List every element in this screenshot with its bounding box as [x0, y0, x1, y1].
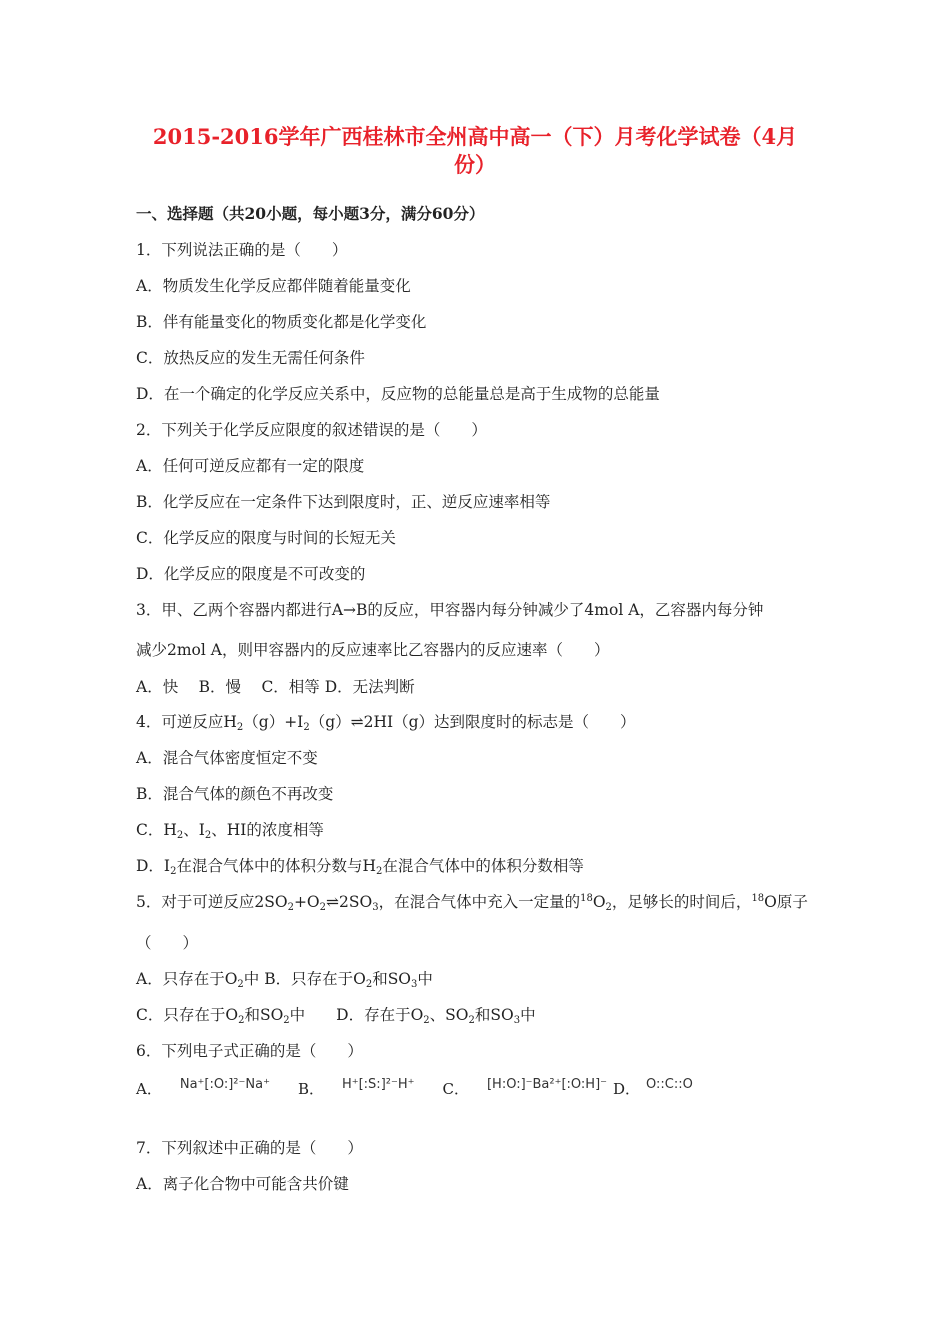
- question-4-option-b: B．混合气体的颜色不再改变: [136, 785, 334, 803]
- question-4-option-c: C．$H_2$、$I_2$、HI的浓度相等: [136, 821, 324, 841]
- question-1-option-d: D．在一个确定的化学反应关系中，反应物的总能量总是高于生成物的总能量: [136, 385, 660, 403]
- question-2-option-c: C．化学反应的限度与时间的长短无关: [136, 529, 396, 547]
- option-a-label: A．: [136, 1080, 162, 1098]
- question-4-stem: 4．可逆反应$H_2(g)+I_2(g)\rightleftharpoons 2HI(g)$达到限度时的标志是（ ）: [136, 713, 636, 733]
- question-1-option-c: C．放热反应的发生无需任何条件: [136, 349, 365, 367]
- electron-formula-d: O::C::O: [646, 1077, 693, 1092]
- option-c-label: C．: [442, 1080, 469, 1098]
- question-1-option-b: B．伴有能量变化的物质变化都是化学变化: [136, 313, 427, 331]
- question-6-options: [136, 1077, 721, 1099]
- electron-formula-a: Na⁺[:O:]²⁻Na⁺: [179, 1077, 270, 1092]
- section-heading: 一、选择题（共20小题，每小题3分，满分60分）: [136, 204, 485, 223]
- electron-formula-b: H⁺[:S:]²⁻H⁺: [341, 1077, 415, 1092]
- question-7-option-a: A．离子化合物中可能含共价键: [136, 1175, 349, 1193]
- question-3-stem-line1: 3．甲、乙两个容器内都进行A→B的反应，甲容器内每分钟减少了4mol A，乙容器内每分钟: [136, 601, 764, 619]
- option-b-label: B．: [297, 1080, 324, 1098]
- question-5-answer-paren: （ ）: [136, 934, 199, 952]
- page-title: 2015-2016学年广西桂林市全州高中高一（下）月考化学试卷（4月: [152, 124, 798, 149]
- question-7-stem: 7．下列叙述中正确的是（ ）: [136, 1139, 363, 1157]
- question-2-option-b: B．化学反应在一定条件下达到限度时，正、逆反应速率相等: [136, 493, 551, 511]
- question-3-stem-line2: 减少2mol A，则甲容器内的反应速率比乙容器内的反应速率（ ）: [136, 641, 610, 659]
- question-4-option-d: D．$I_2$在混合气体中的体积分数与$H_2$在混合气体中的体积分数相等: [136, 857, 584, 877]
- electron-formula-c: [H:O:]⁻Ba²⁺[:O:H]⁻: [486, 1077, 608, 1092]
- question-1-option-a: A．物质发生化学反应都伴随着能量变化: [136, 277, 411, 295]
- question-1-stem: 1．下列说法正确的是（ ）: [136, 241, 348, 259]
- question-2-stem: 2．下列关于化学反应限度的叙述错误的是（ ）: [136, 421, 487, 439]
- page-title-continued: 份）: [454, 152, 496, 177]
- question-5-options-cd: C．只存在于$O_2$和$SO_2$中 D．存在于$O_2$、$SO_2$和$SO_3$中: [136, 1006, 536, 1026]
- question-5-stem: 5．对于可逆反应$2SO_2+O_2\rightleftharpoons 2SO_3$，在混合气体中充入一定量的$^{18}O_2$，足够长的时间后，$^{18}$O原子: [136, 893, 808, 913]
- question-4-option-a: A．混合气体密度恒定不变: [136, 749, 318, 767]
- option-d-label: D．: [613, 1080, 641, 1098]
- question-3-options: A．快 B．慢 C．相等 D．无法判断: [136, 678, 415, 696]
- question-6-stem: 6．下列电子式正确的是（ ）: [136, 1042, 363, 1060]
- question-5-options-ab: A．只存在于$O_2$中 B．只存在于$O_2$和$SO_3$中: [136, 970, 433, 990]
- question-2-option-a: A．任何可逆反应都有一定的限度: [136, 457, 365, 475]
- question-2-option-d: D．化学反应的限度是不可改变的: [136, 565, 366, 583]
